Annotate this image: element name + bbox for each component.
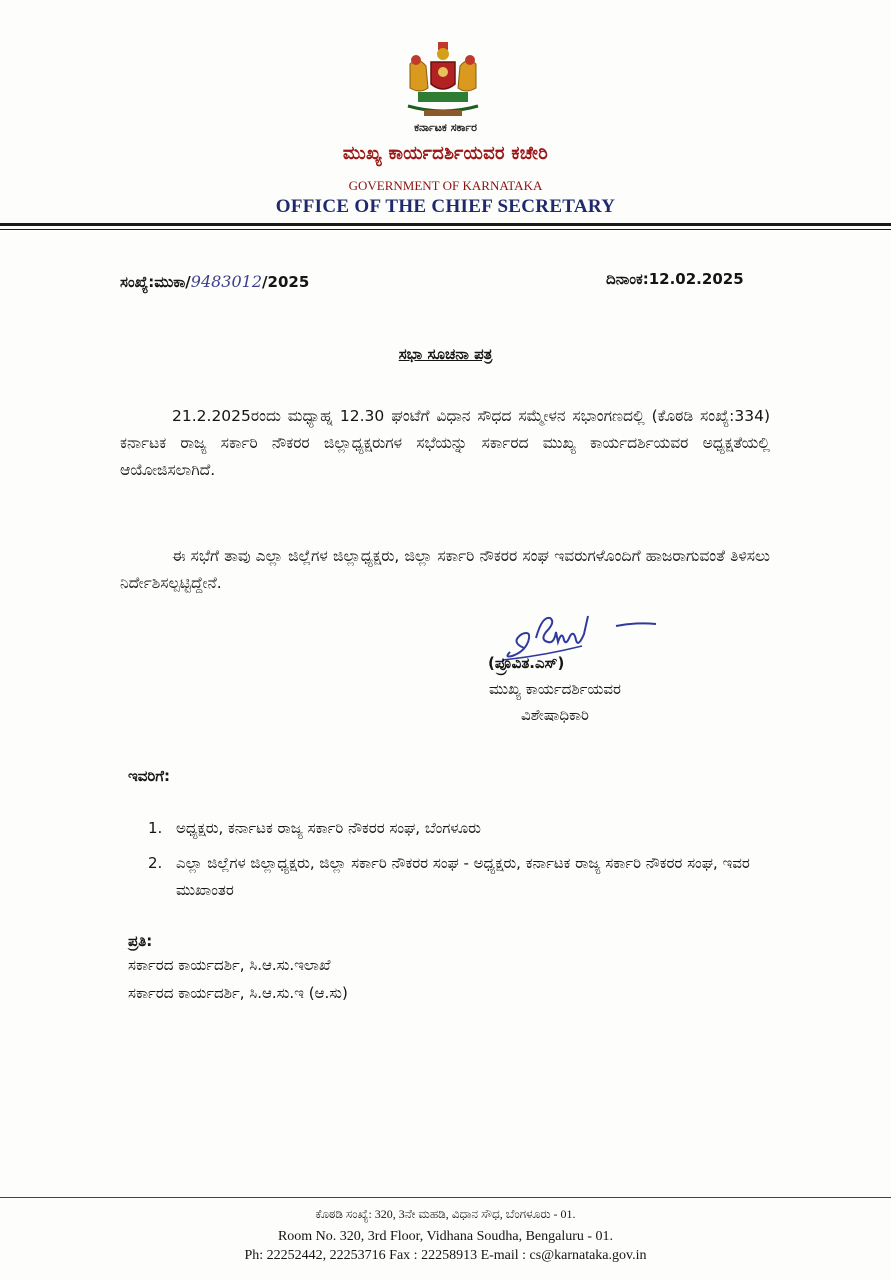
body-paragraph-2: ಈ ಸಭೆಗೆ ತಾವು ಎಲ್ಲಾ ಜಿಲ್ಲೆಗಳ ಜಿಲ್ಲಾಧ್ಯಕ್ಷರು, ಜಿಲ್ಲಾ ಸರ್ಕಾರಿ ನೌಕರರ ಸಂಘ ಇವರುಗಳೊಂದಿಗೆ ಹಾಜರಾಗುವಂತೆ ತಿಳಿಸಲು ನಿರ್ದೇಶಿಸಲ್ಪಟ್ಟಿದ್ದೇನೆ. <box>120 547 770 592</box>
reference-number <box>120 272 309 291</box>
government-label-kannada: ಕರ್ನಾಟಕ ಸರ್ಕಾರ <box>414 121 477 134</box>
date-label: ದಿನಾಂಕ: <box>606 270 649 288</box>
header-divider-thin <box>0 229 891 230</box>
subject-heading: ಸಭಾ ಸೂಚನಾ ಪತ್ರ <box>398 345 493 363</box>
office-title-english: OFFICE OF THE CHIEF SECRETARY <box>275 196 616 217</box>
copy-recipient: ಸರ್ಕಾರದ ಕಾರ್ಯದರ್ಶಿ, ಸಿ.ಆ.ಸು.ಇ (ಆ.ಸು) <box>128 984 348 1002</box>
footer-divider <box>0 1197 891 1198</box>
footer-contact: Ph: 22252442, 22253716 Fax : 22258913 E-mail : cs@karnataka.gov.in <box>244 1248 647 1263</box>
office-title-kannada: ಮುಖ್ಯ ಕಾರ್ಯದರ್ಶಿಯವರ ಕಚೇರಿ <box>342 143 549 164</box>
footer-address-english: Room No. 320, 3rd Floor, Vidhana Soudha, Bengaluru - 01. <box>277 1229 614 1244</box>
copy-recipient: ಸರ್ಕಾರದ ಕಾರ್ಯದರ್ಶಿ, ಸಿ.ಆ.ಸು.ಇಲಾಖೆ <box>128 956 331 974</box>
recipient-text: ಅಧ್ಯಕ್ಷರು, ಕರ್ನಾಟಕ ರಾಜ್ಯ ಸರ್ಕಾರಿ ನೌಕರರ ಸಂಘ, ಬೆಂಗಳೂರು <box>176 819 481 837</box>
letter-date <box>606 270 744 288</box>
date-value: 12.02.2025 <box>648 270 744 288</box>
signatory-title-line-2: ವಿಶೇಷಾಧಿಕಾರಿ <box>521 706 589 724</box>
signatory-name: (ಪ್ರೂವಿತ.ಎಸ್) <box>488 654 565 672</box>
footer-address-kannada: ಕೊಠಡಿ ಸಂಖ್ಯೆ: 320, 3ನೇ ಮಹಡಿ, ವಿಧಾನ ಸೌಧ, ಬೆಂಗಳೂರು - 01. <box>315 1207 576 1221</box>
recipients-heading: ಇವರಿಗೆ: <box>128 767 171 785</box>
header-divider-thick <box>0 223 891 226</box>
reference-handwritten-number: 9483012 <box>190 272 263 291</box>
body-paragraph-1: 21.2.2025ರಂದು ಮಧ್ಯಾಹ್ನ 12.30 ಘಂಟೆಗೆ ವಿಧಾನ ಸೌಧದ ಸಮ್ಮೇಳನ ಸಭಾಂಗಣದಲ್ಲಿ (ಕೊಠಡಿ ಸಂಖ್ಯೆ:334) ಕರ್ನಾಟಕ ರಾಜ್ಯ ಸರ್ಕಾರಿ ನೌಕರರ ಜಿಲ್ಲಾಧ್ಯಕ್ಷರುಗಳ ಸಭೆಯನ್ನು ಸರ್ಕಾರದ ಮುಖ್ಯ ಕಾರ್ಯದರ್ಶಿಯವರ ಅಧ್ಯಕ್ಷತೆಯಲ್ಲಿ ಆಯೋಜಿಸಲಾಗಿದೆ. <box>120 407 770 479</box>
reference-prefix: ಸಂಖ್ಯೆ:ಮುಕಾ/ <box>120 273 191 291</box>
karnataka-emblem-icon <box>398 40 488 120</box>
recipients-list <box>148 815 788 912</box>
signatory-title-line-1: ಮುಖ್ಯ ಕಾರ್ಯದರ್ಶಿಯವರ <box>489 680 621 698</box>
recipient-number: 1. <box>148 819 163 837</box>
government-label-english: GOVERNMENT OF KARNATAKA <box>348 178 543 193</box>
recipient-item <box>148 815 788 842</box>
recipient-number: 2. <box>148 854 163 872</box>
copy-heading: ಪ್ರತಿ: <box>128 932 153 950</box>
recipient-item <box>148 850 788 904</box>
recipient-text: ಎಲ್ಲಾ ಜಿಲ್ಲೆಗಳ ಜಿಲ್ಲಾಧ್ಯಕ್ಷರು, ಜಿಲ್ಲಾ ಸರ್ಕಾರಿ ನೌಕರರ ಸಂಘ - ಅಧ್ಯಕ್ಷರು, ಕರ್ನಾಟಕ ರಾಜ್ಯ ಸರ್ಕಾರಿ ನೌಕರರ ಸಂಘ, ಇವರ ಮುಖಾಂತರ <box>176 854 750 899</box>
reference-year: /2025 <box>262 273 310 291</box>
